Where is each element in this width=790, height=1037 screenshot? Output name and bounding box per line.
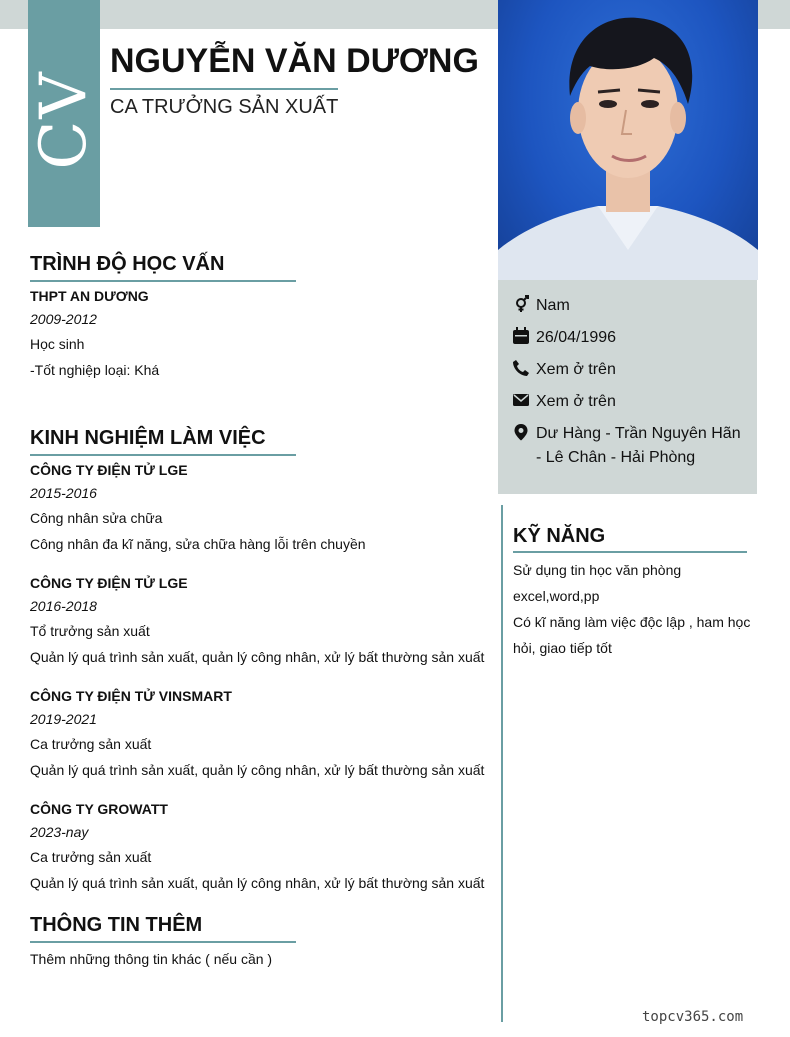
candidate-name: NGUYỄN VĂN DƯƠNG [110,42,479,80]
column-divider [501,505,503,1022]
experience-company: CÔNG TY ĐIỆN TỬ VINSMART [30,688,232,704]
address-value: Dư Hàng - Trần Nguyên Hãn - Lê Chân - Hải Phòng [536,425,741,466]
experience-description: Quản lý quá trình sản xuất, quản lý công nhân, xử lý bất thường sản xuất [30,762,485,778]
skill-item: Sử dụng tin học văn phòng excel,word,pp [513,562,682,604]
contact-address [512,422,748,470]
contact-panel [498,280,757,494]
education-heading: TRÌNH ĐỘ HỌC VẤN [30,253,225,275]
experience-position: Công nhân sửa chữa [30,510,163,526]
experience-description: Công nhân đa kĩ năng, sửa chữa hàng lỗi trên chuyền [30,536,366,552]
portrait-illustration [498,0,758,280]
gender-icon [512,295,530,313]
skills-underline [513,551,747,553]
name-underline [110,88,338,90]
education-school: THPT AN DƯƠNG [30,288,149,304]
birthday-value: 26/04/1996 [536,329,617,346]
experience-period: 2023-nay [30,824,89,840]
skill-item: Có kĩ năng làm việc độc lập , ham học hỏi, giao tiếp tốt [513,614,751,656]
education-role: Học sinh [30,336,85,352]
experience-period: 2019-2021 [30,711,97,727]
skills-heading: KỸ NĂNG [513,525,606,547]
experience-company: CÔNG TY ĐIỆN TỬ LGE [30,462,188,478]
email-value: Xem ở trên [536,393,616,410]
education-underline [30,280,296,282]
phone-icon [512,359,530,377]
additional-heading: THÔNG TIN THÊM [30,914,203,936]
profile-photo [498,0,758,280]
contact-gender [512,294,748,318]
experience-underline [30,454,296,456]
cv-label: CV [27,70,101,170]
additional-text: Thêm những thông tin khác ( nếu cần ) [30,951,273,967]
contact-birthday [512,326,748,350]
experience-company: CÔNG TY ĐIỆN TỬ LGE [30,575,188,591]
experience-description: Quản lý quá trình sản xuất, quản lý công nhân, xử lý bất thường sản xuất [30,649,485,665]
experience-description: Quản lý quá trình sản xuất, quản lý công nhân, xử lý bất thường sản xuất [30,875,485,891]
job-title: CA TRƯỞNG SẢN XUẤT [110,96,339,118]
additional-underline [30,941,296,943]
experience-period: 2016-2018 [30,598,97,614]
education-period: 2009-2012 [30,311,97,327]
phone-value: Xem ở trên [536,361,616,378]
experience-company: CÔNG TY GROWATT [30,801,168,817]
gender-value: Nam [536,297,570,314]
email-icon [512,391,530,409]
experience-position: Ca trưởng sản xuất [30,736,152,752]
experience-period: 2015-2016 [30,485,97,501]
watermark: topcv365.com [642,1009,744,1025]
calendar-icon [512,327,530,345]
contact-email [512,390,748,414]
contact-phone [512,358,748,382]
location-icon [512,423,530,441]
experience-position: Tổ trưởng sản xuất [30,623,150,639]
experience-heading: KINH NGHIỆM LÀM VIỆC [30,427,266,449]
education-detail: -Tốt nghiệp loại: Khá [30,362,160,378]
experience-position: Ca trưởng sản xuất [30,849,152,865]
